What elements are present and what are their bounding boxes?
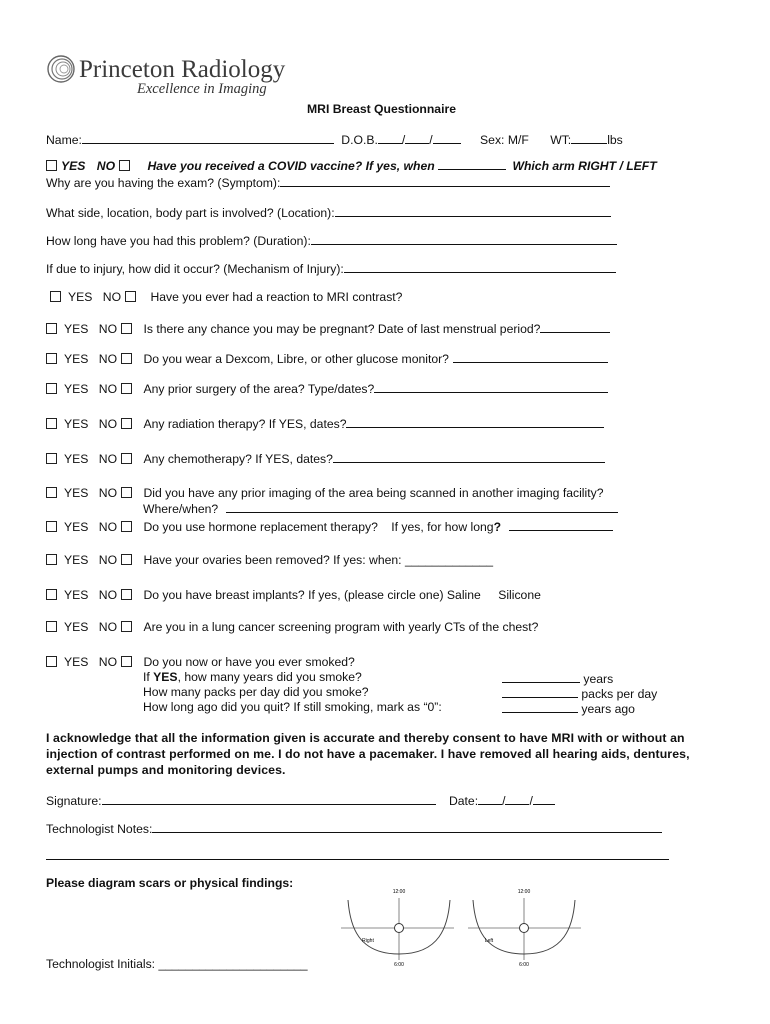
smoke-packs-unit: packs per day bbox=[581, 687, 658, 701]
dob-separator: / bbox=[429, 133, 433, 147]
surgery-field[interactable] bbox=[374, 380, 608, 393]
no-label: NO bbox=[98, 417, 118, 431]
no-label: NO bbox=[98, 486, 118, 500]
smoke-row bbox=[46, 655, 355, 670]
smoke-no-checkbox[interactable] bbox=[121, 656, 132, 667]
date-month-field[interactable] bbox=[478, 792, 502, 805]
smoke-packs-question: How many packs per day did you smoke? bbox=[143, 685, 369, 699]
imaging-question: Did you have any prior imaging of the area being scanned in another imaging facility? bbox=[143, 486, 604, 500]
glucose-no-checkbox[interactable] bbox=[121, 353, 132, 364]
yes-label: YES bbox=[64, 382, 89, 396]
date-separator: / bbox=[502, 794, 506, 808]
page-title: MRI Breast Questionnaire bbox=[307, 102, 456, 116]
covid-yes-checkbox[interactable] bbox=[46, 160, 57, 171]
lung-no-checkbox[interactable] bbox=[121, 621, 132, 632]
yes-label: YES bbox=[64, 486, 89, 500]
diagram-label: Please diagram scars or physical findings: bbox=[46, 876, 294, 890]
logo-swirl-icon bbox=[46, 52, 76, 86]
yes-label: YES bbox=[64, 352, 89, 366]
ovaries-row bbox=[46, 553, 493, 568]
smoke-years-question bbox=[143, 670, 362, 685]
no-label: NO bbox=[98, 588, 118, 602]
surgery-no-checkbox[interactable] bbox=[121, 383, 132, 394]
logo-name: Princeton Radiology bbox=[79, 56, 286, 83]
contrast-no-checkbox[interactable] bbox=[125, 291, 136, 302]
consent-statement: I acknowledge that all the information given is accurate and thereby consent to have MRI with or without an injection of contrast performed on me. I do not have a pacemaker. I have removed all hearing aids, dentures, external pumps and monitoring devices. bbox=[46, 731, 690, 777]
pregnancy-no-checkbox[interactable] bbox=[121, 323, 132, 334]
date-separator: / bbox=[529, 794, 533, 808]
no-label: NO bbox=[102, 290, 122, 304]
lmp-date-field[interactable] bbox=[540, 320, 610, 333]
logo-tagline: Excellence in Imaging bbox=[137, 81, 267, 97]
pregnancy-question: Is there any chance you may be pregnant? Date of last menstrual period? bbox=[143, 322, 541, 336]
signature-row bbox=[46, 792, 555, 809]
covid-question: Have you received a COVID vaccine? If yes, when bbox=[147, 159, 435, 173]
smoke-years-unit: years bbox=[583, 672, 614, 686]
yes-label: YES bbox=[64, 655, 89, 669]
date-day-field[interactable] bbox=[505, 792, 529, 805]
weight-label: WT: bbox=[550, 133, 572, 147]
ovaries-yes-checkbox[interactable] bbox=[46, 554, 57, 565]
yes-label: YES bbox=[64, 553, 89, 567]
imaging-where-field[interactable] bbox=[226, 500, 618, 513]
date-label: Date: bbox=[448, 794, 479, 808]
glucose-yes-checkbox[interactable] bbox=[46, 353, 57, 364]
contrast-question: Have you ever had a reaction to MRI contrast? bbox=[150, 290, 403, 304]
ovaries-no-checkbox[interactable] bbox=[121, 554, 132, 565]
no-label: NO bbox=[98, 520, 118, 534]
smoke-years-text: , how many years did you smoke? bbox=[177, 670, 362, 684]
yes-label: YES bbox=[64, 417, 89, 431]
imaging-where-row bbox=[143, 500, 618, 517]
no-label: NO bbox=[98, 382, 118, 396]
surgery-row bbox=[46, 380, 608, 397]
radiation-question: Any radiation therapy? If YES, dates? bbox=[143, 417, 347, 431]
glucose-question: Do you wear a Dexcom, Libre, or other glucose monitor? bbox=[143, 352, 449, 366]
yes-label: YES bbox=[64, 452, 89, 466]
yes-label: YES bbox=[68, 290, 93, 304]
smoke-quit-unit: years ago bbox=[581, 702, 635, 716]
symptom-row bbox=[46, 174, 610, 191]
signature-field[interactable] bbox=[102, 792, 436, 805]
hormone-followup: If yes, for how long bbox=[391, 520, 494, 534]
tech-notes-label: Technologist Notes: bbox=[46, 822, 153, 836]
chemo-question: Any chemotherapy? If YES, dates? bbox=[143, 452, 333, 466]
chemo-no-checkbox[interactable] bbox=[121, 453, 132, 464]
radiation-field[interactable] bbox=[346, 415, 604, 428]
sex-label: Sex: M/F bbox=[480, 133, 529, 147]
imaging-yes-checkbox[interactable] bbox=[46, 487, 57, 498]
covid-yes-label: YES bbox=[61, 159, 86, 173]
hormone-question-mark: ? bbox=[493, 520, 502, 534]
covid-row bbox=[46, 157, 657, 174]
smoke-years-prefix: If bbox=[143, 670, 150, 684]
surgery-question: Any prior surgery of the area? Type/dates? bbox=[143, 382, 375, 396]
location-label: What side, location, body part is involved? (Location): bbox=[46, 206, 335, 220]
weight-unit: lbs bbox=[607, 133, 623, 147]
implants-question: Do you have breast implants? If yes, (please circle one) Saline bbox=[143, 588, 481, 602]
signature-label: Signature: bbox=[46, 794, 102, 808]
dob-separator: / bbox=[401, 133, 406, 147]
implants-yes-checkbox[interactable] bbox=[46, 589, 57, 600]
glucose-field[interactable] bbox=[453, 350, 608, 363]
implants-row bbox=[46, 588, 541, 603]
contrast-yes-checkbox[interactable] bbox=[50, 291, 61, 302]
covid-no-checkbox[interactable] bbox=[119, 160, 130, 171]
left-nipple-icon bbox=[520, 924, 529, 933]
smoke-quit-question: How long ago did you quit? If still smoking, mark as “0”: bbox=[143, 700, 442, 714]
chemo-field[interactable] bbox=[333, 450, 605, 463]
implants-silicone-option[interactable]: Silicone bbox=[498, 588, 541, 602]
yes-label: YES bbox=[64, 620, 89, 634]
symptom-label: Why are you having the exam? (Symptom): bbox=[46, 176, 281, 190]
injury-field[interactable] bbox=[344, 260, 616, 273]
duration-row bbox=[46, 232, 617, 249]
smoke-yes-checkbox[interactable] bbox=[46, 656, 57, 667]
injury-label: If due to injury, how did it occur? (Mechanism of Injury): bbox=[46, 262, 344, 276]
yes-label: YES bbox=[64, 588, 89, 602]
glucose-row bbox=[46, 350, 608, 367]
contrast-row bbox=[50, 290, 402, 305]
lung-row bbox=[46, 620, 538, 635]
right-bottom-label: 6:00 bbox=[394, 962, 404, 968]
no-label: NO bbox=[98, 352, 118, 366]
dob-day-field[interactable] bbox=[405, 131, 429, 144]
smoke-question: Do you now or have you ever smoked? bbox=[143, 655, 355, 669]
patient-info-row bbox=[46, 131, 623, 148]
pregnancy-row bbox=[46, 320, 610, 337]
hormone-duration-field[interactable] bbox=[509, 518, 613, 531]
no-label: NO bbox=[98, 452, 118, 466]
left-bottom-label: 6:00 bbox=[519, 962, 529, 968]
chemo-yes-checkbox[interactable] bbox=[46, 453, 57, 464]
yes-label: YES bbox=[64, 322, 89, 336]
tech-notes-field[interactable] bbox=[152, 820, 662, 833]
hormone-no-checkbox[interactable] bbox=[121, 521, 132, 532]
symptom-field[interactable] bbox=[280, 174, 610, 187]
covid-date-field[interactable] bbox=[438, 157, 506, 170]
imaging-row bbox=[46, 486, 603, 501]
lung-question: Are you in a lung cancer screening program with yearly CTs of the chest? bbox=[143, 620, 539, 634]
tech-notes-row bbox=[46, 820, 662, 837]
dob-month-field[interactable] bbox=[378, 131, 402, 144]
smoke-years-yes: YES bbox=[153, 670, 178, 684]
date-year-field[interactable] bbox=[533, 792, 555, 805]
right-nipple-icon bbox=[395, 924, 404, 933]
hormone-row bbox=[46, 518, 613, 535]
lung-yes-checkbox[interactable] bbox=[46, 621, 57, 632]
ovaries-question: Have your ovaries been removed? If yes: when: _____________ bbox=[143, 553, 494, 567]
tech-initials[interactable]: Technologist Initials: ______________________ bbox=[46, 957, 308, 971]
right-top-label: 12:00 bbox=[392, 889, 406, 895]
right-side-label: Right bbox=[362, 938, 374, 944]
smoke-quit-answer bbox=[502, 700, 635, 717]
radiation-no-checkbox[interactable] bbox=[121, 418, 132, 429]
imaging-where-label: Where/when? bbox=[143, 502, 219, 516]
no-label: NO bbox=[98, 322, 118, 336]
weight-field[interactable] bbox=[571, 131, 607, 144]
name-field[interactable] bbox=[82, 131, 334, 144]
left-side-label: Left bbox=[484, 938, 494, 944]
covid-arm-question: Which arm RIGHT / LEFT bbox=[512, 159, 657, 173]
dob-year-field[interactable] bbox=[433, 131, 461, 144]
no-label: NO bbox=[98, 553, 118, 567]
no-label: NO bbox=[98, 655, 118, 669]
radiation-yes-checkbox[interactable] bbox=[46, 418, 57, 429]
implants-no-checkbox[interactable] bbox=[121, 589, 132, 600]
hormone-question: Do you use hormone replacement therapy? bbox=[143, 520, 378, 534]
location-row bbox=[46, 204, 611, 221]
covid-no-label: NO bbox=[96, 159, 116, 173]
breast-diagram[interactable] bbox=[336, 886, 586, 968]
dob-label: D.O.B. bbox=[341, 133, 378, 147]
name-label: Name: bbox=[46, 133, 82, 147]
yes-label: YES bbox=[64, 520, 89, 534]
injury-row bbox=[46, 260, 616, 277]
left-top-label: 12:00 bbox=[517, 889, 531, 895]
smoke-quit-field[interactable] bbox=[502, 700, 578, 713]
location-field[interactable] bbox=[335, 204, 611, 217]
imaging-no-checkbox[interactable] bbox=[121, 487, 132, 498]
smoke-packs-field[interactable] bbox=[502, 685, 578, 698]
tech-notes-line-2[interactable] bbox=[46, 859, 669, 860]
chemo-row bbox=[46, 450, 605, 467]
surgery-yes-checkbox[interactable] bbox=[46, 383, 57, 394]
smoke-years-field[interactable] bbox=[502, 670, 580, 683]
pregnancy-yes-checkbox[interactable] bbox=[46, 323, 57, 334]
duration-field[interactable] bbox=[311, 232, 617, 245]
hormone-yes-checkbox[interactable] bbox=[46, 521, 57, 532]
duration-label: How long have you had this problem? (Duration): bbox=[46, 234, 311, 248]
radiation-row bbox=[46, 415, 604, 432]
no-label: NO bbox=[98, 620, 118, 634]
